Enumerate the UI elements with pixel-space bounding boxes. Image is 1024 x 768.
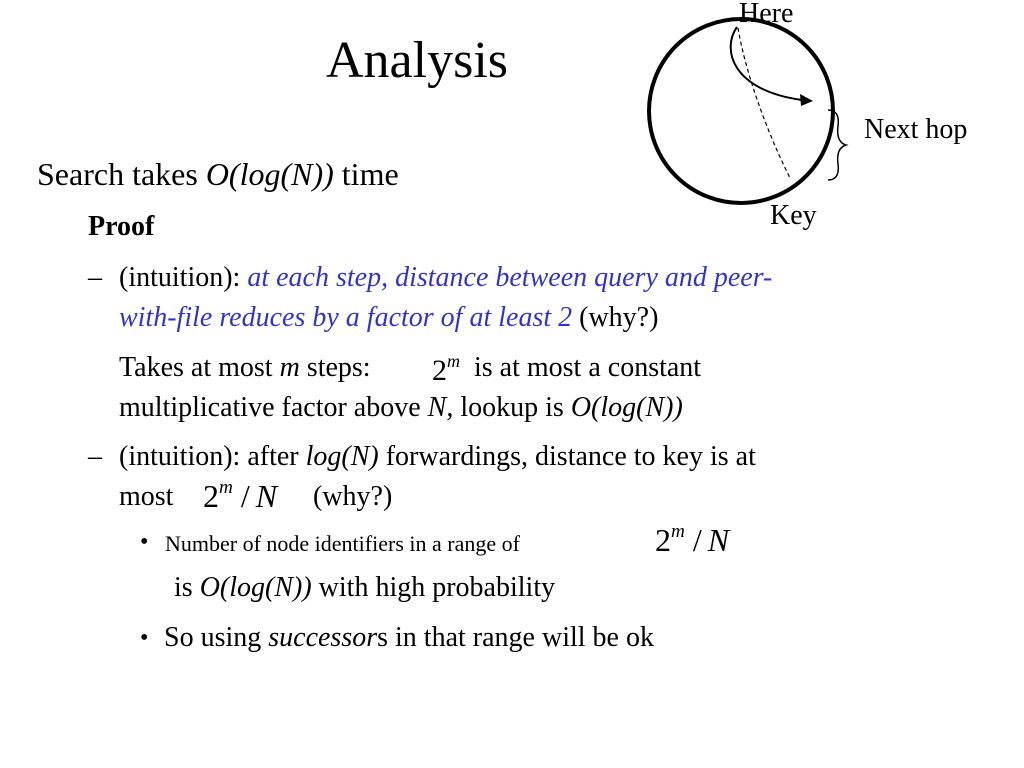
math-exponent: m xyxy=(219,476,233,498)
sub2-text xyxy=(164,622,654,654)
sub-bullet-marker-2: • xyxy=(140,625,149,651)
math-2m-over-n xyxy=(203,478,277,515)
math-slash: / xyxy=(240,478,250,514)
dash1-suffix: (why?) xyxy=(572,302,659,333)
dash2-line1 xyxy=(119,441,756,473)
math-denominator: N xyxy=(255,478,278,514)
math-base: 2 xyxy=(432,354,447,387)
dash1-line1 xyxy=(119,262,772,294)
dash2-line2-prefix: most xyxy=(119,481,174,512)
math-exponent: m xyxy=(671,520,685,542)
arrow-head-icon xyxy=(800,94,813,106)
dash2-why: (why?) xyxy=(313,481,393,512)
sub2-suffix: s in that range will be ok xyxy=(377,622,654,653)
math-exponent: m xyxy=(447,350,460,371)
math-denominator: N xyxy=(707,522,730,558)
sub2-italic: successor xyxy=(268,622,378,653)
complexity-italic: O(log(N)) xyxy=(205,156,334,192)
para-complexity: O(log(N)) xyxy=(570,392,683,423)
label-here: Here xyxy=(739,0,794,29)
sub1-continuation xyxy=(174,572,555,604)
para-line1 xyxy=(119,352,371,384)
math-slash: / xyxy=(692,522,702,558)
dash2-prefix: (intuition): after xyxy=(119,441,306,472)
math-2m xyxy=(432,350,460,388)
bullet-text-suffix: time xyxy=(333,156,399,192)
hop-arrow-path xyxy=(731,27,802,100)
dash1-prefix: (intuition): xyxy=(119,262,248,293)
dash-marker-2: – xyxy=(88,441,102,472)
dashed-direct-path xyxy=(738,28,790,178)
label-next-hop: Next hop xyxy=(864,114,968,145)
para-steps: steps: xyxy=(299,352,371,383)
sub-bullet-marker-1: • xyxy=(140,529,149,555)
dash1-blue-text: at each step, distance between query and peer- xyxy=(247,262,773,293)
sub1-suffix: with high probability xyxy=(311,572,556,603)
dash2-suffix: forwardings, distance to key is at xyxy=(378,441,756,472)
dash1-blue-text-2: with-file reduces by a factor of at least 2 xyxy=(119,302,573,333)
para-n: N, xyxy=(427,392,454,423)
para-line2 xyxy=(119,392,683,424)
bullet-text: Search takes xyxy=(37,156,206,192)
math-base: 2 xyxy=(203,478,219,514)
para-m: m xyxy=(279,352,300,383)
dash1-line2 xyxy=(119,302,658,334)
para-text: Takes at most xyxy=(119,352,280,383)
sub2-prefix: So using xyxy=(164,622,269,653)
slide-title: Analysis xyxy=(326,32,508,89)
sub1-math-2m-over-n xyxy=(655,522,729,559)
proof-label: Proof xyxy=(88,211,155,242)
para-lookup: lookup is xyxy=(453,392,571,423)
para-text-2: multiplicative factor above xyxy=(119,392,428,423)
ring-circle xyxy=(649,19,833,203)
dash2-italic: log(N) xyxy=(305,441,379,472)
sub1-text: Number of node identifiers in a range of xyxy=(165,531,520,556)
sub1-complexity: O(log(N)) xyxy=(199,572,312,603)
para-line1-suffix: is at most a constant xyxy=(474,352,702,383)
sub1-is: is xyxy=(174,572,200,603)
label-key: Key xyxy=(770,200,817,231)
math-base: 2 xyxy=(655,522,671,558)
dash-marker-1: – xyxy=(88,262,102,293)
